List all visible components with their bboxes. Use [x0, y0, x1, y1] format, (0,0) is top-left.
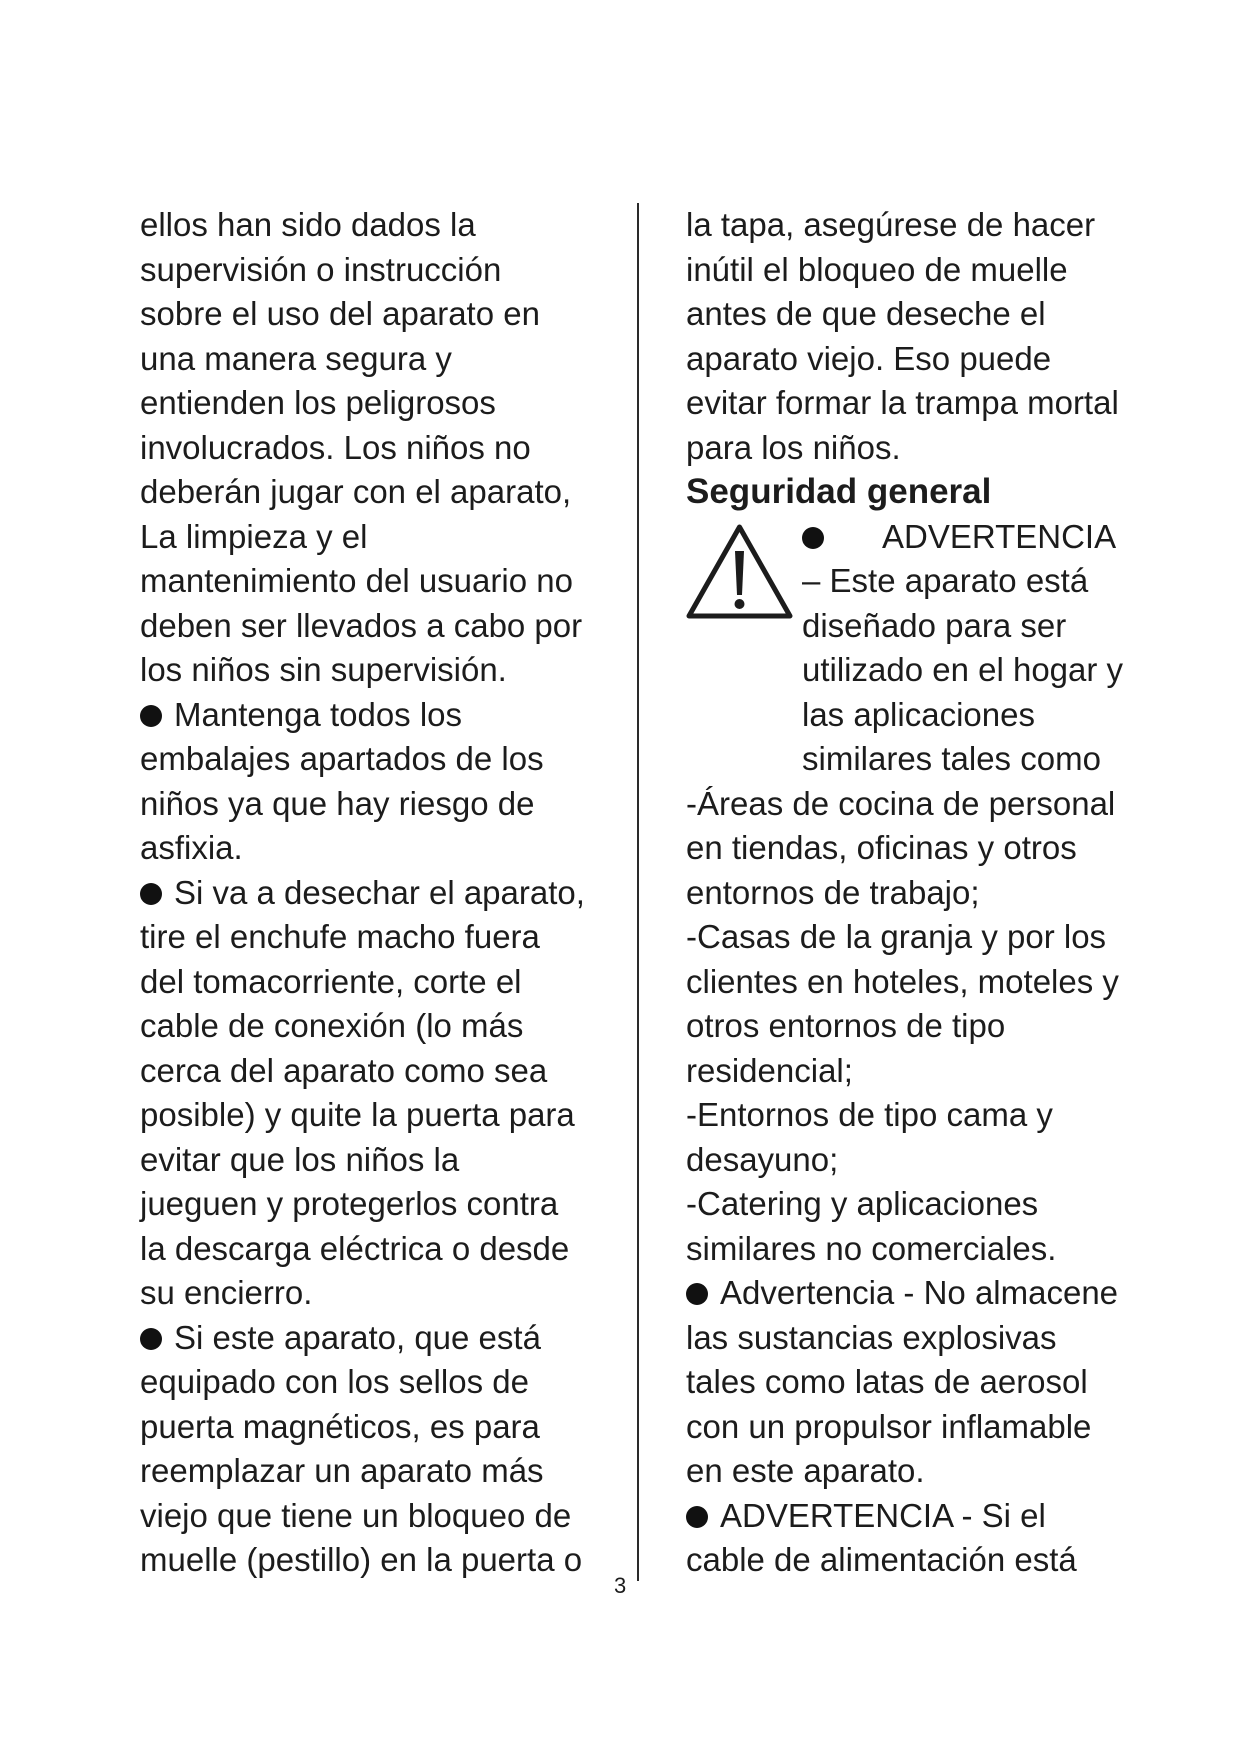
text-line: deben ser llevados a cabo por: [140, 606, 583, 644]
bullet-icon: [686, 1506, 708, 1528]
text-line: antes de que deseche el: [686, 295, 1046, 332]
text-line: una manera segura y: [140, 339, 452, 377]
text-line: la tapa, asegúrese de hacer: [686, 206, 1096, 243]
text-line: muelle (pestillo) en la puerta o: [140, 1541, 583, 1578]
bullet-text: Si va a desechar el aparato,: [174, 873, 585, 911]
bullet-icon: [802, 527, 824, 549]
text-line: para los niños.: [686, 428, 901, 466]
bullet-icon: [140, 705, 162, 727]
text-line: la descarga eléctrica o desde: [140, 1229, 570, 1267]
text-line: entienden los peligrosos: [140, 384, 496, 421]
text-line: involucrados. Los niños no: [140, 428, 531, 466]
text-line: -Entornos de tipo cama y: [686, 1096, 1053, 1133]
column-divider: [637, 203, 639, 1581]
text-line: ellos han sido dados la: [140, 206, 476, 243]
text-line: en este aparato.: [686, 1452, 925, 1489]
bullet-line: [686, 1494, 1136, 1539]
text-line: niños ya que hay riesgo de: [140, 784, 535, 822]
text-line: las aplicaciones: [802, 695, 1035, 733]
text-line: inútil el bloqueo de muelle: [686, 250, 1068, 288]
text-line: evitar formar la trampa mortal: [686, 384, 1119, 421]
text-line: similares no comerciales.: [686, 1229, 1057, 1267]
text-line: los niños sin supervisión.: [140, 651, 507, 688]
bullet-icon: [140, 1328, 162, 1350]
text-line: reemplazar un aparato más: [140, 1452, 544, 1489]
bullet-line: [140, 1316, 610, 1361]
text-line: mantenimiento del usuario no: [140, 562, 573, 599]
bullet-line: [140, 871, 610, 916]
text-line: desayuno;: [686, 1140, 839, 1178]
text-line: La limpieza y el: [140, 517, 368, 555]
right-column: [686, 203, 1136, 1583]
left-column: [140, 203, 610, 1583]
text-line: tire el enchufe macho fuera: [140, 918, 540, 955]
text-line: aparato viejo. Eso puede: [686, 339, 1052, 377]
warning-block: [686, 515, 1136, 782]
bullet-line: [686, 1271, 1136, 1316]
section-heading: Seguridad general: [686, 472, 992, 511]
text-line: similares tales como: [802, 740, 1101, 777]
text-line: posible) y quite la puerta para: [140, 1096, 575, 1133]
text-line: cable de conexión (lo más: [140, 1007, 524, 1044]
warning-label: ADVERTENCIA: [882, 517, 1117, 555]
bullet-line: [140, 693, 610, 738]
text-line: asfixia.: [140, 829, 243, 866]
text-line: jueguen y protegerlos contra: [140, 1185, 559, 1222]
text-line: cable de alimentación está: [686, 1541, 1077, 1578]
bullet-text: ADVERTENCIA - Si el: [720, 1496, 1046, 1534]
text-line: – Este aparato está: [802, 562, 1089, 599]
text-line: entornos de trabajo;: [686, 873, 980, 911]
text-line: -Casas de la granja y por los: [686, 918, 1107, 955]
text-line: cerca del aparato como sea: [140, 1051, 548, 1089]
text-line: supervisión o instrucción: [140, 250, 502, 288]
text-line: embalajes apartados de los: [140, 740, 544, 777]
text-line: las sustancias explosivas: [686, 1318, 1057, 1356]
text-line: utilizado en el hogar y: [802, 651, 1124, 688]
text-line: tales como latas de aerosol: [686, 1363, 1088, 1400]
text-line: deberán jugar con el aparato,: [140, 473, 572, 510]
text-line: sobre el uso del aparato en: [140, 295, 540, 332]
text-line: -Áreas de cocina de personal: [686, 784, 1116, 822]
text-line: equipado con los sellos de: [140, 1363, 529, 1400]
text-line: puerta magnéticos, es para: [140, 1407, 540, 1445]
text-line: en tiendas, oficinas y otros: [686, 829, 1077, 866]
bullet-icon: [140, 883, 162, 905]
page-number: 3: [614, 1573, 627, 1598]
text-line: clientes en hoteles, moteles y: [686, 962, 1119, 1000]
bullet-icon: [686, 1283, 708, 1305]
warning-label-line: [802, 515, 1136, 560]
text-line: diseñado para ser: [802, 606, 1067, 644]
text-line: residencial;: [686, 1051, 853, 1089]
warning-triangle-icon: [686, 523, 793, 623]
text-line: -Catering y aplicaciones: [686, 1185, 1039, 1222]
text-line: su encierro.: [140, 1274, 313, 1311]
text-line: del tomacorriente, corte el: [140, 962, 522, 1000]
bullet-text: Advertencia - No almacene: [720, 1274, 1119, 1311]
bullet-text: Mantenga todos los: [174, 695, 463, 733]
text-line: otros entornos de tipo: [686, 1007, 1006, 1044]
text-line: evitar que los niños la: [140, 1140, 460, 1178]
bullet-text: Si este aparato, que está: [174, 1318, 541, 1356]
text-line: viejo que tiene un bloqueo de: [140, 1496, 572, 1534]
text-line: con un propulsor inflamable: [686, 1407, 1092, 1445]
